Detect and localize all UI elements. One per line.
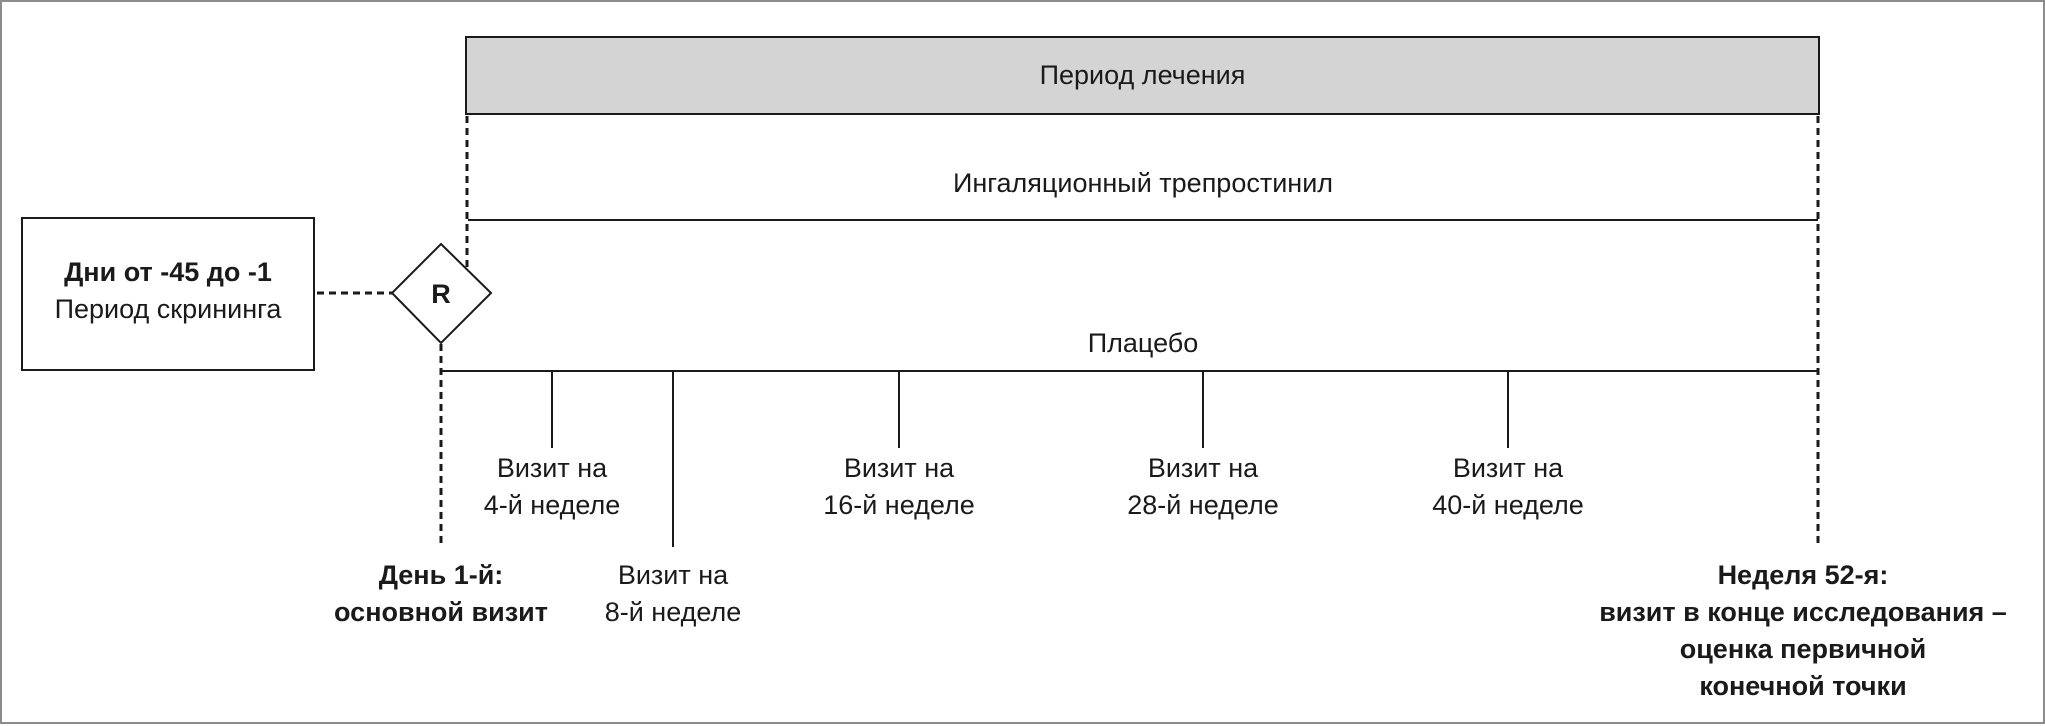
visit-week28-label bbox=[1103, 450, 1303, 524]
screening-text bbox=[22, 254, 314, 328]
week52-line3: оценка первичной bbox=[1679, 634, 1927, 664]
day1-line1: День 1-й: bbox=[378, 560, 504, 590]
visit-week8-label bbox=[573, 557, 773, 631]
visit-week40-label bbox=[1408, 450, 1608, 524]
week52-line4: конечной точки bbox=[1699, 671, 1907, 701]
visit-week4-label bbox=[452, 450, 652, 524]
placebo-arm-label: Плацебо bbox=[1087, 328, 1199, 358]
screening-days: Дни от -45 до -1 bbox=[64, 257, 272, 287]
day1-label bbox=[301, 557, 581, 631]
week52-line1: Неделя 52-я: bbox=[1717, 560, 1889, 590]
visit-week16-line1: Визит на bbox=[843, 453, 955, 483]
visit-week4-line2: 4-й неделе bbox=[483, 490, 621, 520]
visit-week28-line2: 28-й неделе bbox=[1127, 490, 1279, 520]
randomization-label: R bbox=[431, 279, 451, 309]
treatment-period-label: Период лечения bbox=[1039, 60, 1246, 90]
visit-week40-line1: Визит на bbox=[1452, 453, 1564, 483]
visit-week40-line2: 40-й неделе bbox=[1432, 490, 1584, 520]
screening-label: Период скрининга bbox=[54, 294, 282, 324]
visit-week28-line1: Визит на bbox=[1147, 453, 1259, 483]
visit-week4-line1: Визит на bbox=[496, 453, 608, 483]
active-arm-label: Ингаляционный трепростинил bbox=[952, 168, 1334, 198]
visit-week16-line2: 16-й неделе bbox=[823, 490, 975, 520]
visit-week8-line2: 8-й неделе bbox=[604, 597, 742, 627]
week52-label bbox=[1568, 557, 2038, 705]
week52-line2: визит в конце исследования – bbox=[1599, 597, 2007, 627]
day1-line2: основной визит bbox=[334, 597, 548, 627]
visit-week8-line1: Визит на bbox=[617, 560, 729, 590]
visit-week16-label bbox=[799, 450, 999, 524]
